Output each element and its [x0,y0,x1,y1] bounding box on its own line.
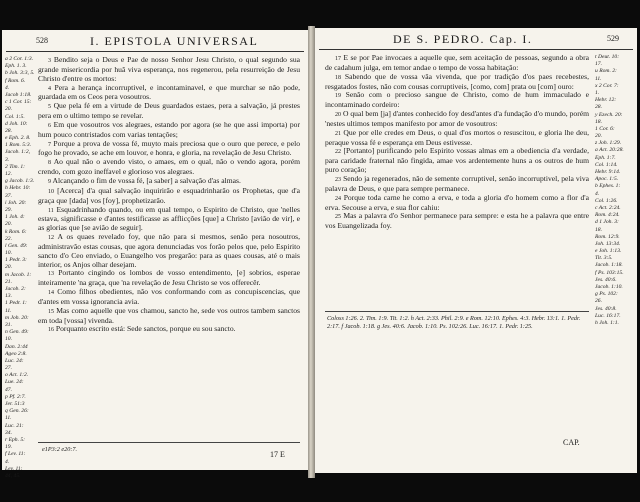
margin-reference: h Joh. 1:1. [595,319,619,326]
margin-reference: 1 Cor. 6: [595,125,615,132]
margin-reference: e Eph. 2. 8. [5,135,31,142]
margin-reference: k Rom. 6: [5,228,27,235]
right-catchword: CAP. [563,438,580,447]
margin-reference: Jacob 1:18. [5,91,32,98]
left-margin-notes [5,56,35,479]
verse [38,84,300,103]
margin-reference: 47. [5,386,12,393]
margin-reference: g Jacob. 1:3. [5,178,35,185]
verse-number: 23 [335,176,341,183]
margin-reference: z Joh. 1:29. [595,140,622,147]
margin-reference: l Gen. 49: [5,242,28,249]
left-running-title: I. EPISTOLA UNIVERSAL [90,34,259,48]
margin-reference: m Jacob. 1: [5,271,32,278]
verse-text: [Acerca] d'a qual salvação inquirirão e esquadrinharão os Prophetas, que d'a graça que [dada] vos [foy], prophetizarão. [38,185,300,205]
margin-reference: a 2 Cor. 1:3. [5,56,34,62]
verse [325,91,589,110]
margin-reference: 2 Tim. 1: [5,163,26,170]
margin-reference: t Deut. 10: [595,54,620,60]
verse [38,121,300,140]
margin-reference: g Ps. 102: [595,291,618,298]
verse-number: 11 [48,207,54,214]
right-margin-notes [595,54,635,464]
margin-reference: Jer. 51:3 [5,401,25,407]
margin-reference: 18. [595,226,602,233]
verse [325,212,589,231]
verse [325,54,589,73]
margin-reference: Luc. 21: [5,422,24,429]
verse-number: 19 [335,93,341,100]
verse-text: Esquadrinhando quando, ou em qual tempo, o Espirito de Christo, que 'nelles estava, significasse e d'antes testificasse as afflicções [que] a Christo [avião de vir], e as glorias que [se avião de seguir]. [38,204,301,233]
margin-reference: 1 Pedr. 1: [5,300,27,307]
margin-reference: 28. [595,104,602,111]
verse-number: 5 [48,104,51,111]
margin-reference: Tit. 3:5. [595,255,613,262]
right-header [315,32,637,48]
margin-reference: 1 Pedr. 3: [5,257,27,264]
margin-reference: 4. [5,84,10,91]
margin-reference: 17. [595,61,602,68]
margin-reference: Jes. 40:6. [595,276,617,283]
verse [38,233,300,269]
verse-number: 6 [48,122,51,129]
verse-number: 20 [335,112,341,119]
margin-reference: 13. [5,293,12,300]
verse-number: 24 [335,195,341,202]
margin-reference: 11. [5,307,12,314]
left-header-rule [6,51,304,52]
book-gutter [308,26,315,478]
margin-reference: Jacob. 2: [5,286,26,292]
verse-text: Porque toda carne he como a erva, e toda a gloria d'o homem como a flor d'a erva. Secouse a erva, e sua flor cahiu: [325,192,589,212]
verse [38,269,300,288]
margin-reference: e Joh. 1:13. [595,248,622,255]
margin-reference: h Hebr. 10: [5,185,31,192]
margin-reference: 28. [5,127,12,134]
margin-reference: 20. [5,106,12,113]
verse-number: 17 [335,56,341,62]
verse-text: Senão com o precioso sangue de Christo, como de hum immaculado e incontaminado cordeiro: [325,90,589,110]
margin-reference: Jacob. 1:18. [595,262,623,269]
margin-reference: Apoc. 1:5. [595,176,619,183]
margin-reference: 20. [5,221,12,228]
verse-number: 7 [48,141,51,148]
margin-reference: n Gen. 49: [5,329,29,336]
verse-text: Em que vosoutros vos alegraes, estando por agora (se he que assi importa) por hum pouco contristados com varias tentações; [38,119,300,139]
margin-reference: b Joh. 3:3, 5. [5,70,35,77]
verse-text: [Portanto] purificando pelo Espirito vossas almas em a obediencia d'a verdade, para caridade fraternal não fingida, amae vos ardentemente huns a os outros de hum puro coração; [325,146,589,175]
verse [38,56,300,84]
margin-reference: 34. [5,429,12,436]
verse-text: Portanto cingindo os lombos de vosso entendimento, [e] sobrios, esperae inteiramente 'na graça, que 'na revelação de Jesu Christo se vos offerecêr. [38,268,300,288]
margin-reference: 4. [5,458,10,465]
verse-number: 10 [48,188,54,195]
margin-reference: f Lev. 11: [5,451,26,458]
margin-reference: Dan. 2:44 [5,343,28,350]
right-running-title: DE S. PEDRO. Cap. I. [393,32,533,46]
right-page [315,28,637,473]
margin-reference: Jacob. 1:2, [5,149,31,156]
verse [325,147,589,175]
verse-text: Ao qual não o avendo visto, o amaes, em o qual, não o vendo agora, porém crendo, com gozo ineffavel e glorioso vos alegraes. [38,157,301,177]
margin-reference: Col. 1:14. [595,161,618,168]
margin-reference: 11. [5,415,12,422]
verse-number: 12 [48,235,54,242]
margin-reference: 20. [595,133,602,140]
verse [325,175,589,194]
left-catchword: 17 E [270,450,285,459]
margin-reference: y Ezech. 20: [595,111,623,118]
margin-reference: 21. [5,278,12,285]
verse-text: Mas como aquelle que vos chamou, sancto he, sede vos outros tambem sanctos em toda [vossa] vivenda. [38,305,300,325]
margin-reference: Lev. 11: [5,465,23,472]
margin-reference: 1 Joh. 4: [5,214,25,221]
margin-reference: 22. [5,235,12,242]
margin-reference: b Ephes. 1: [595,183,621,190]
verse-text: Sabendo que de vossa vãa vivenda, que por tradição d'os paes recebestes, resgatados fostes, não com cousas corruptiveis, [como, com] prata ou [com] ouro: [325,71,589,91]
margin-reference: 12. [5,171,12,177]
verse [325,73,589,92]
verse-text: E se por Pae invocaes a aquelle que, sem aceitação de pessoas, segundo a obra de cadahum julga, em temor andae o tempo de vossa habitação: [325,53,589,72]
verse [325,194,589,213]
margin-reference: 10. [5,250,12,257]
margin-reference: f Ps. 103:15. [595,269,624,276]
margin-reference: 1. [595,89,600,96]
margin-reference: 4. [595,190,600,197]
margin-reference: d 1 Joh. 3: [595,219,619,226]
verse-number: 4 [48,85,51,92]
margin-reference: o Act. 1:2. [5,372,29,379]
verse [38,102,300,121]
margin-reference: 11. [595,75,602,82]
verse-text: Porque a prova de vossa fé, muyto mais preciosa que o ouro que perece, e pelo fogo he provado, se ache em louvor, e honra, e gloria, na revelação de Jesu Christo. [38,138,300,158]
margin-reference: 18. [595,118,602,125]
verse-text: Que pela fé em a virtude de Deus guardados estaes, pera a salvação, já prestes pera em o ultimo tempo se revelar. [38,101,300,121]
margin-reference: Jacob. 1:10. [595,284,623,290]
right-text-column [325,54,589,231]
margin-reference: 37. [5,192,12,199]
margin-reference: 29. [5,206,12,213]
margin-reference: 19. [5,444,12,451]
left-header [2,34,308,50]
margin-reference: Col. 1:5. [5,113,25,120]
margin-reference: Rom. 4:24. [595,212,620,219]
margin-reference: c Act. 2:24. [595,204,621,211]
verse-number: 18 [335,74,341,81]
margin-reference: m Joh. 20: [5,314,29,321]
verse-text: O qual bem [ja] d'antes conhecido foy desd'antes d'a fundação d'o mundo, porém 'nestes ultimos tempos manifesto por amor de vosoutros: [325,109,589,128]
margin-reference: Joh. 13:34. [595,240,621,247]
verse-text: Alcançando o fim de vossa fé, [a saber] a salvação d'as almas. [52,175,241,185]
right-header-rule [319,49,633,50]
left-footnotes: e1P3:2 e20:7. [42,446,78,453]
margin-reference: Rom. 12:9. [595,233,620,240]
verse [38,206,300,234]
verse-text: Pera a herança incorruptivel, e incontaminavel, e que murchar se não pode, guardada em os Ceos pera vosoutros. [38,82,300,102]
margin-reference: q Gen. 26: [5,408,29,415]
margin-reference: Eph. 1:7. [595,154,616,161]
margin-reference: Luc. 24: [5,357,24,364]
verse-number: 3 [48,58,51,64]
verse-text: Como filhos obedientes, não vos conformando com as concupiscencias, que d'antes em vossa ignorancia avia. [38,287,300,306]
margin-reference: Eph. 1. 3. [5,63,27,70]
right-footnote-rule [325,311,589,312]
margin-reference: Jes. 40:8. [595,305,617,312]
margin-reference: f Rom. 6. [5,77,26,84]
verse-number: 25 [335,214,341,221]
verse [38,158,300,177]
left-footnote-rule [38,442,300,443]
margin-reference: 31. [5,321,12,328]
right-footnotes: Coloss 1:26. 2. Tim. 1:9. Tit. 1:2. h Act. 2:33. Phil. 2:9. e Rom. 12:10. Ephes. 4:3. Hebr. 13:1. 1. Pedr. 2:17. f Jacob. 1:18. g Jes. 40:6. Jacob. 1:10. Ps. 102:26. Luc. 16:17. 1. Pedr. 1:25. [327,315,581,330]
margin-reference: Ageo 2:8. [5,350,27,357]
verse-text: Mas a palavra d'o Senhor permanece para sempre: e esta he a palavra que entre vos Euangelizada foy. [325,211,590,231]
margin-reference: Lue. 24: [5,379,24,386]
verse [38,187,300,206]
margin-reference: Col. 1:26. [595,197,618,204]
margin-reference: d Joh. 10: [5,120,28,127]
margin-reference: u Rom. 2: [595,68,617,75]
verse-number: 21 [335,130,341,137]
margin-reference: Hebr. 12: [595,97,617,104]
verse-text: Que por elle credes em Deus, o qual d'os mortos o resuscitou, e gloria lhe deu, peraque vossa fé e esperança em Deus estivesse. [325,127,589,147]
verse-number: 9 [48,178,51,185]
verse [325,110,589,129]
right-page-number: 529 [607,34,619,43]
verse-number: 16 [48,327,54,334]
left-page [2,30,309,479]
margin-reference: Hebr. 9:14. [595,169,621,175]
margin-reference: i Joh. 20: [5,199,27,206]
verse [38,288,300,307]
margin-reference: c 1 Cor. 15: [5,99,32,106]
left-text-column [38,56,300,335]
verse-text: Bendito seja o Deus e Pae de nosso Senhor Jesu Christo, o qual segundo sua grande misericordia por huã viva esperança, nos regenerou, pela resurreição de Jesu Christo d'entre os mortos: [38,55,300,83]
margin-reference: x 2 Cor. 7: [595,82,619,89]
verse-text: Sendo ja regenerados, não de semente corruptivel, senão incorruptivel, pela viva palavra de Deus, e que para sempre permanece. [325,173,589,193]
margin-reference: 1 Rom. 5:3. [5,142,32,149]
margin-reference: 26. [595,298,602,305]
verse [38,325,300,335]
verse-number: 14 [48,290,54,297]
left-page-number: 528 [36,36,48,45]
verse-number: 8 [48,160,51,167]
margin-reference: 20. [5,264,12,271]
margin-reference: 3. [5,156,10,163]
verse-text: A os quaes revelado foy, que não para si mesmos, senão pera nosoutros, administravão estas cousas, que agora denunciadas vos forão pelos que, pelo Espirito sancto d'o Ceo enviado, o Euangelho vos pregarão: para as quaes cousas, até o mais interior, os Anjos olhar desejam. [38,232,300,269]
verse-number: 13 [48,271,54,278]
verse-text: Porquanto escrito está: Sede sanctos, porque eu sou sancto. [55,324,236,334]
margin-reference: 44, 45. [5,472,21,479]
verse [325,129,589,148]
margin-reference: Luc. 16:17. [595,312,621,319]
verse-number: 15 [48,308,54,315]
margin-reference: 27. [5,365,12,372]
margin-reference: a Act. 20:28. [595,147,624,154]
margin-reference: 10. [5,336,12,343]
margin-reference: p Pf. 2:7. [5,393,26,400]
verse [38,307,300,326]
verse [38,140,300,159]
verse-number: 22 [335,149,341,156]
margin-reference: r Eph. 5: [5,436,26,443]
